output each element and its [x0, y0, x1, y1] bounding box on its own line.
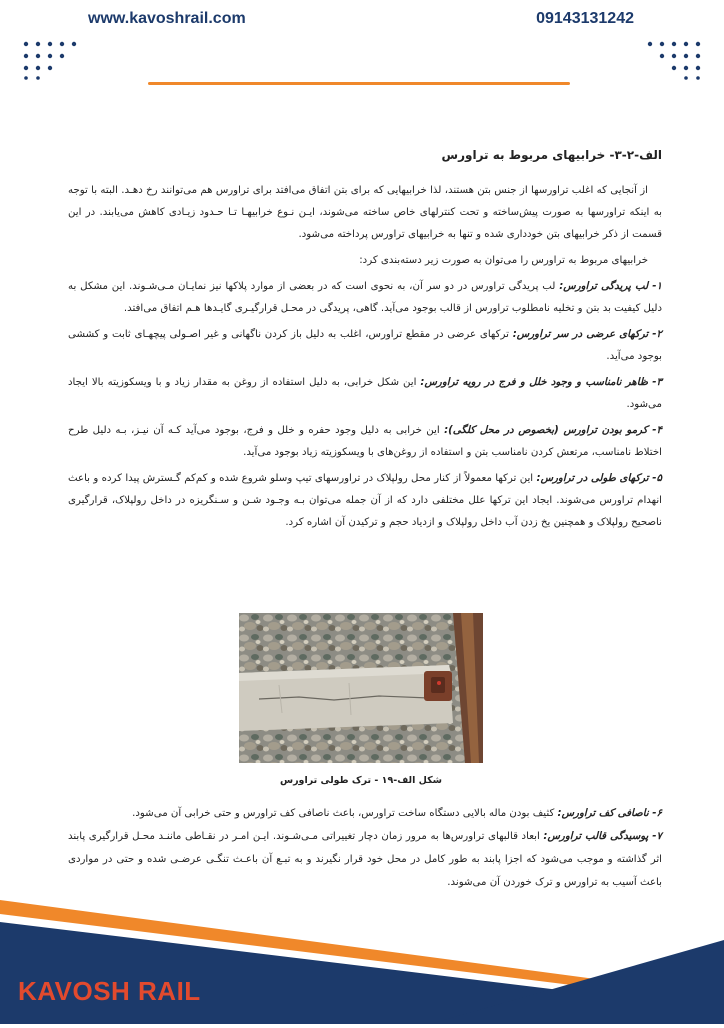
main-content	[68, 144, 662, 538]
item-lead: ۲- ترکهای عرضی در سر تراورس:	[512, 329, 662, 340]
decorative-dots-right	[644, 40, 702, 80]
item-text: ابعاد قالبهای تراورس‌ها به مرور زمان دچار تغییراتی مـی‌شـوند. ایـن امـر در نقـاطی ماننـد محـل قرارگیری پابند اثر گذاشته و موجب می‌شود که اجزا پابند به طور کامل در محل خود قرار نگیرند و به تبـع آن باعـث تنگـی عرضـی شده و حتی در مواردی باعث آسیب به تراورس و ترک خوردن آن می‌شوند.	[68, 831, 662, 888]
brand-logo: KAVOSH RAIL	[18, 976, 201, 1006]
intro-paragraph: از آنجایی که اغلب تراورسها از جنس بتن هستند، لذا خرابیهایی که برای بتن اتفاق می‌افتد برای تراورس هم می‌توانند رخ دهـد. البته با توجه به اینکه تراورسها به صورت پیش‌ساخته و تحت کنترلهای خاص ساخته می‌شوند، ایـن نـوع خرابیهـا تـا حـدود زیـادی کاهش می‌یابند. در این قسمت از ذکر خرابیهای بتن خودداری شده و تنها به خرابیهای تراورس پرداخته می‌شود.	[68, 185, 662, 240]
phone-number[interactable]: 09143131242	[536, 10, 634, 27]
item-text: ترکهای عرضی در مقطع تراورس، اغلب به دلیل باز کردن ناگهانی و غیر اصـولی پیچهـای ثابت و کششی بوجود می‌آید.	[68, 329, 662, 362]
item-text: لب پریدگی تراورس در دو سر آن، به نحوی است که در بعضی از موارد پلاکها نیز نمایـان مـی‌شـوند. این مشکل به دلیل کیفیت بد بتن و تخلیه نامطلوب تراورس از قالب بوجود می‌آید. گاهی، پریدگی در محـل قرارگیـری گایـدها هـم اتفاق می‌افتد.	[68, 281, 662, 314]
figure-caption: شکل الف-۱۹ - ترک طولی تراورس	[279, 775, 443, 786]
item-lead: ۶- ناصافی کف تراورس:	[557, 808, 662, 819]
list-item	[68, 420, 662, 464]
list-item	[68, 276, 662, 320]
item-lead: ۵- ترکهای طولی در تراورس:	[536, 473, 663, 484]
website-url[interactable]: www.kavoshrail.com	[88, 10, 246, 27]
list-item	[68, 825, 662, 894]
classification-paragraph: خرابیهای مربوط به تراورس را می‌توان به صورت زیر دسته‌بندی کرد:	[359, 255, 648, 266]
item-text: این شکل خرابی، به دلیل استفاده از روغن به مقدار زیاد و با ویسکوزیته بالا ایجاد می‌شود.	[68, 377, 662, 410]
list-item	[68, 802, 662, 825]
list-item	[68, 468, 662, 534]
section-title: الف-۲-۳- خرابیهای مربوط به تراورس	[441, 148, 662, 162]
list-item	[68, 372, 662, 416]
decorative-dots-left	[22, 40, 80, 80]
item-text: این ترکها معمولاً از کنار محل رولپلاک در تراورسهای تیپ وسلو شروع شده و کم‌کم گـسترش پیدا کرده و باعث انهدام تراورس می‌شوند. ایجاد این ترکها علل مختلفی دارد که از آن جمله می‌توان بـه وجـود شـن و سـنگریزه در داخل رولپلاک، قرارگیری ناصحیح رولپلاک و همچنین یخ زدن آب داخل رولپلاک و ازدیاد حجم و ترکیدن آن اشاره کرد.	[68, 473, 662, 528]
list-item	[68, 324, 662, 368]
item-text: کثیف بودن ماله بالایی دستگاه ساخت تراورس، باعث ناصافی کف تراورس و حتی خرابی آن می‌شود.	[132, 808, 558, 819]
header-divider	[148, 82, 570, 85]
cracked-sleeper-photo	[239, 613, 483, 763]
item-lead: ۴- کرمو بودن تراورس (بخصوص در محل کلگی):	[444, 425, 662, 436]
item-lead: ۷- پوسیدگی قالب تراورس:	[543, 831, 663, 842]
item-text: این خرابی به دلیل وجود حفره و خلل و فرج، بوجود می‌آید کـه آن نیـز، بـه دلیل طرح اختلاط نامناسب، مرتعش کردن نامناسب بتن و استفاده از روغن‌های با ویسکوزیته زیاد بوجود می‌آید.	[68, 425, 662, 458]
item-lead: ۳- ظاهر نامناسب و وجود خلل و فرج در رویه تراورس:	[420, 377, 662, 388]
item-lead: ۱- لب پریدگی تراورس:	[559, 281, 662, 292]
secondary-content	[68, 802, 662, 894]
